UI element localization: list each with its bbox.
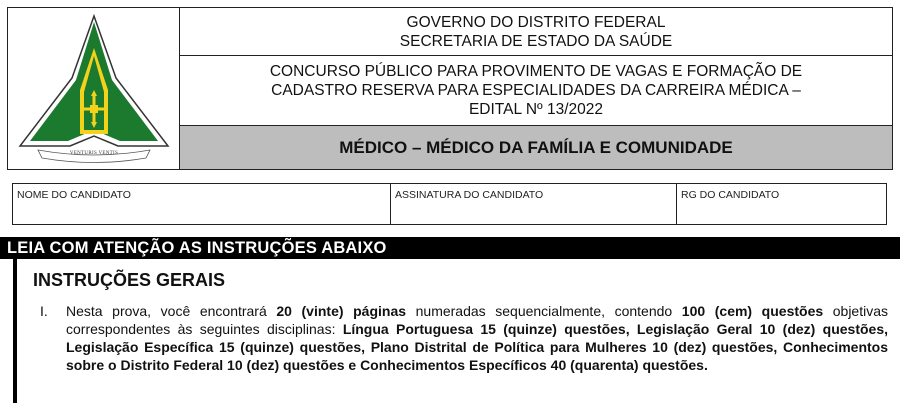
instruction-text-part: numeradas sequencialmente, contendo (406, 303, 682, 319)
candidate-fields (12, 183, 887, 225)
role-title: MÉDICO – MÉDICO DA FAMÍLIA E COMUNIDADE (180, 126, 892, 169)
general-instructions-title: INSTRUÇÕES GERAIS (33, 270, 226, 290)
instruction-text-part: Nesta prova, você encontrará (66, 303, 277, 319)
candidate-rg-field[interactable] (677, 184, 886, 224)
contest-line-1: CONCURSO PÚBLICO PARA PROVIMENTO DE VAGAS E FORMAÇÃO DE (269, 63, 803, 80)
gov-line-2: SECRETARIA DE ESTADO DA SAÚDE (399, 33, 673, 50)
section-left-bar (13, 259, 17, 403)
government-title (180, 8, 892, 56)
logo-motto: VENTURIS VENTIS (69, 151, 119, 156)
instruction-text-part: objetivas correspondentes às seguintes disciplinas: (66, 303, 889, 337)
instruction-text (66, 302, 888, 374)
instruction-bold-questions: 100 (cem) questões (681, 303, 824, 319)
instruction-number: I. (40, 303, 48, 319)
candidate-signature-field[interactable] (391, 184, 677, 224)
gov-line-1: GOVERNO DO DISTRITO FEDERAL (406, 14, 666, 31)
candidate-name-label: NOME DO CANDIDATO (17, 189, 131, 201)
candidate-name-field[interactable] (13, 184, 391, 224)
instructions-banner: LEIA COM ATENÇÃO AS INSTRUÇÕES ABAIXO (0, 237, 900, 259)
logo-cell (8, 8, 180, 169)
brasao-df-logo (8, 8, 180, 169)
candidate-signature-label: ASSINATURA DO CANDIDATO (395, 189, 544, 201)
instruction-bold-disciplines: Língua Portuguesa 15 (quinze) questões, Legislação Geral 10 (dez) questões, Legislação Específica 15 (quinze) questões, Plano Distrital de Política para Mulheres 10 (dez) questões, Conhecimentos sobre o Distrito Federal 10 (dez) questões e Conhecimentos Específicos 40 (quarenta) questões. (66, 321, 889, 373)
instruction-bold-pages: 20 (vinte) páginas (276, 303, 407, 319)
candidate-rg-label: RG DO CANDIDATO (681, 189, 780, 201)
exam-header (7, 7, 893, 170)
contest-line-3: EDITAL Nº 13/2022 (468, 101, 604, 118)
contest-title (180, 56, 892, 126)
contest-line-2: CADASTRO RESERVA PARA ESPECIALIDADES DA CARREIRA MÉDICA – (271, 82, 801, 99)
